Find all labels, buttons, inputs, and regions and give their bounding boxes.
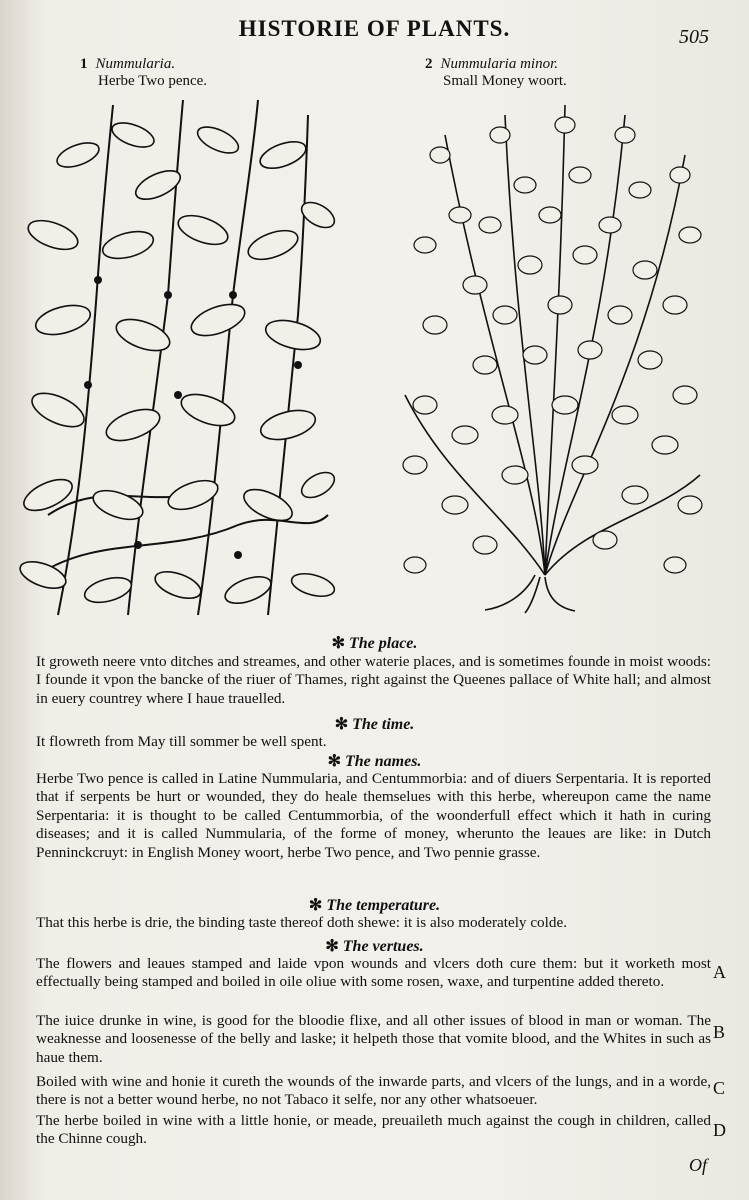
section-heading-vertues: ✻ The vertues. <box>325 938 424 955</box>
section-heading-place: ✻ The place. <box>331 635 418 652</box>
margin-letter-a: A <box>713 962 726 982</box>
figure-1-number: 1 <box>80 56 88 72</box>
figure-1-caption <box>80 56 207 90</box>
page-number: 505 <box>679 26 709 48</box>
margin-letter-b: B <box>713 1022 726 1042</box>
section-heading-time: ✻ The time. <box>334 716 415 733</box>
vertues-paragraph-a: The flowers and leaues stamped and laide vpon wounds and vlcers doth cure them: but it worketh most effectually being stamped and boiled in oile oliue with some rosen, waxe, and turpentine added thereto. <box>36 955 711 991</box>
figure-1-latin-name: Nummularia. <box>95 56 176 72</box>
figure-1-woodcut-illustration <box>18 95 338 620</box>
figure-2-caption <box>425 56 567 90</box>
margin-letter-c: C <box>713 1078 726 1098</box>
section-heading-temperature: ✻ The temperature. <box>308 897 441 914</box>
figure-2-number: 2 <box>425 56 433 72</box>
figure-2-english-name: Small Money woort. <box>443 73 567 89</box>
section-text-temperature: That this herbe is drie, the binding taste thereof doth shewe: it is also moderately colde. <box>36 914 567 931</box>
section-text-time: It flowreth from May till sommer be well spent. <box>36 733 327 750</box>
figure-2-latin-name: Nummularia minor. <box>440 56 559 72</box>
vertues-paragraph-d: The herbe boiled in wine with a little honie, or meade, preuaileth much against the cough in children, called the Chinne cough. <box>36 1112 711 1148</box>
section-text-names: Herbe Two pence is called in Latine Nummularia, and Centummorbia: and of diuers Serpentaria. It is reported that if serpents be hurt or wounded, they do heale themselues with this herbe, whereupon came the name Serpentaria: it is thought to be called Centummorbia, of the woonderfull effect which it hath in curing diseases; and it is called Nummularia, of the forme of money, wherunto the leaues are like: in Dutch Penninckcruyt: in English Money woort, herbe Two pence, and Two pennie grasse. <box>36 770 711 861</box>
catchword: Of <box>689 1155 707 1175</box>
section-heading-names: ✻ The names. <box>327 753 422 770</box>
running-head: HISTORIE OF PLANTS. <box>238 16 511 41</box>
margin-letter-d: D <box>713 1120 726 1140</box>
vertues-paragraph-b: The iuice drunke in wine, is good for the bloodie flixe, and all other issues of blood in man or woman. The weaknesse and loosenesse of the belly and laske; it helpeth those that vomite blood, and the Whites in such as haue them. <box>36 1012 711 1066</box>
figure-1-english-name: Herbe Two pence. <box>98 73 208 89</box>
figure-2-woodcut-illustration <box>385 95 710 615</box>
section-text-place: It groweth neere vnto ditches and streames, and other waterie places, and is sometimes founde in moist woods: I founde it vpon the bancke of the riuer of Thames, right against the Queenes pallace of White hall; and almost in euery countrey where I haue trauelled. <box>36 653 711 707</box>
vertues-paragraph-c: Boiled with wine and honie it cureth the wounds of the inwarde parts, and vlcers of the lungs, and in a worde, there is not a better wound herbe, no not Tabaco it selfe, nor any other whatsoeuer. <box>36 1073 711 1109</box>
